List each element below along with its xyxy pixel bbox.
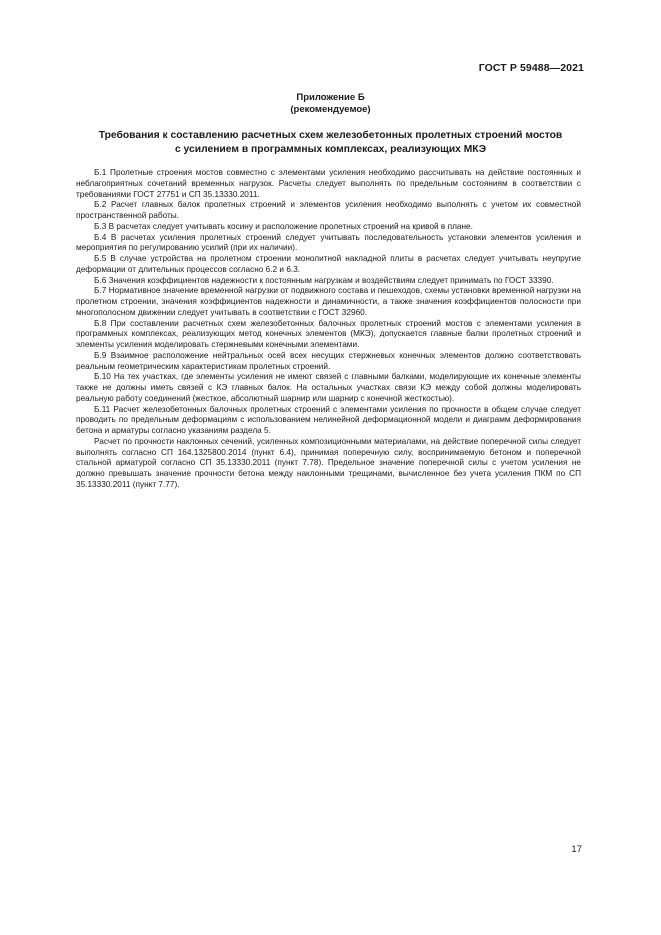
appendix-label: Приложение Б	[296, 92, 365, 103]
appendix-status: (рекомендуемое)	[290, 104, 371, 115]
page-number: 17	[571, 844, 582, 855]
paragraph-b6: Б.6 Значения коэффициентов надежности к постоянным нагрузкам и воздействиям следует принимать по ГОСТ 33390.	[94, 275, 554, 285]
paragraph-b3: Б.3 В расчетах следует учитывать косину и расположение пролетных строений на кривой в плане.	[94, 221, 473, 231]
paragraph-b2: Б.2 Расчет главных балок пролетных строений и элементов усиления необходимо выполнять с учетом их совместной пространственной работы.	[76, 200, 581, 220]
paragraph-b10: Б.10 На тех участках, где элементы усиления не имеют связей с главными балками, моделирующие их конечные элементы также не должны иметь связей с КЭ главных балок. На остальных участках связи КЭ между собой должны моделировать реальную работу соединений (жесткое, абсолютный шарнир или шарнир с конечной жесткостью).	[76, 372, 581, 403]
paragraph-b1: Б.1 Пролетные строения мостов совместно с элементами усиления необходимо рассчитывать на действие постоянных и неблагоприятных сочетаний временных нагрузок. Расчеты следует выполнять по предельным состояниям в соответствии с требованиями ГОСТ 27751 и СП 35.13330.2011.	[76, 168, 581, 199]
document-code: ГОСТ Р 59488—2021	[478, 62, 584, 74]
paragraph-b9: Б.9 Взаимное расположение нейтральных осей всех несущих стержневых конечных элементов должно соответствовать реальным геометрическим характеристикам пролетных строений.	[76, 350, 581, 371]
title-line-2: с усилением в программных комплексах, реализующих МКЭ	[174, 143, 487, 155]
title-line-1: Требования к составлению расчетных схем железобетонных пролетных строений мостов	[98, 130, 563, 141]
paragraph-b5: Б.5 В случае устройства на пролетном строении монолитной накладной плиты в расчетах следует учитывать неупругие деформации от длительных процессов согласно 6.2 и 6.3.	[76, 254, 581, 274]
paragraph-b11-continued: Расчет по прочности наклонных сечений, усиленных композиционными материалами, на действие поперечной силы следует выполнять согласно СП 164.1325800.2014 (пункт 6.4), принимая поперечную силу, воспринимаемую бетоном и поперечной стальной арматурой согласно СП 35.13330.2011 (пункт 7.78). Предельное значение поперечной силы с учетом усиления не должно превышать значение прочности бетона между наклонными трещинами, вычисленное без учета усиления ПКМ по СП 35.13330.2011 (пункт 7.77).	[76, 436, 581, 489]
paragraph-b11: Б.11 Расчет железобетонных балочных пролетных строений с элементами усиления по прочности в общем случае следует проводить по предельным деформациям с использованием нелинейной деформационной модели и диаграмм деформирования бетона и арматуры согласно указаниям раздела 5.	[76, 404, 581, 435]
paragraph-b8: Б.8 При составлении расчетных схем железобетонных балочных пролетных строений мостов с элементами усиления в программных комплексах, реализующих метод конечных элементов (МКЭ), допускается главные балки пролетных строений и элементы усиления моделировать стержневыми конечными элементами.	[76, 318, 581, 349]
appendix-title	[60, 129, 601, 156]
appendix-heading	[0, 92, 661, 116]
body-text	[76, 168, 581, 491]
paragraph-b4: Б.4 В расчетах усиления пролетных строений следует учитывать последовательность установки элементов усиления и мероприятия по регулированию усилий (при их наличии).	[76, 232, 581, 253]
paragraph-b7: Б.7 Нормативное значение временной нагрузки от подвижного состава и пешеходов, схемы установки временной нагрузки на пролетном строении, значения коэффициентов надежности и динамичности, а также значения коэффициентов полосности при многополосном движении следует учитывать в соответствии с ГОСТ 32960.	[76, 286, 581, 317]
